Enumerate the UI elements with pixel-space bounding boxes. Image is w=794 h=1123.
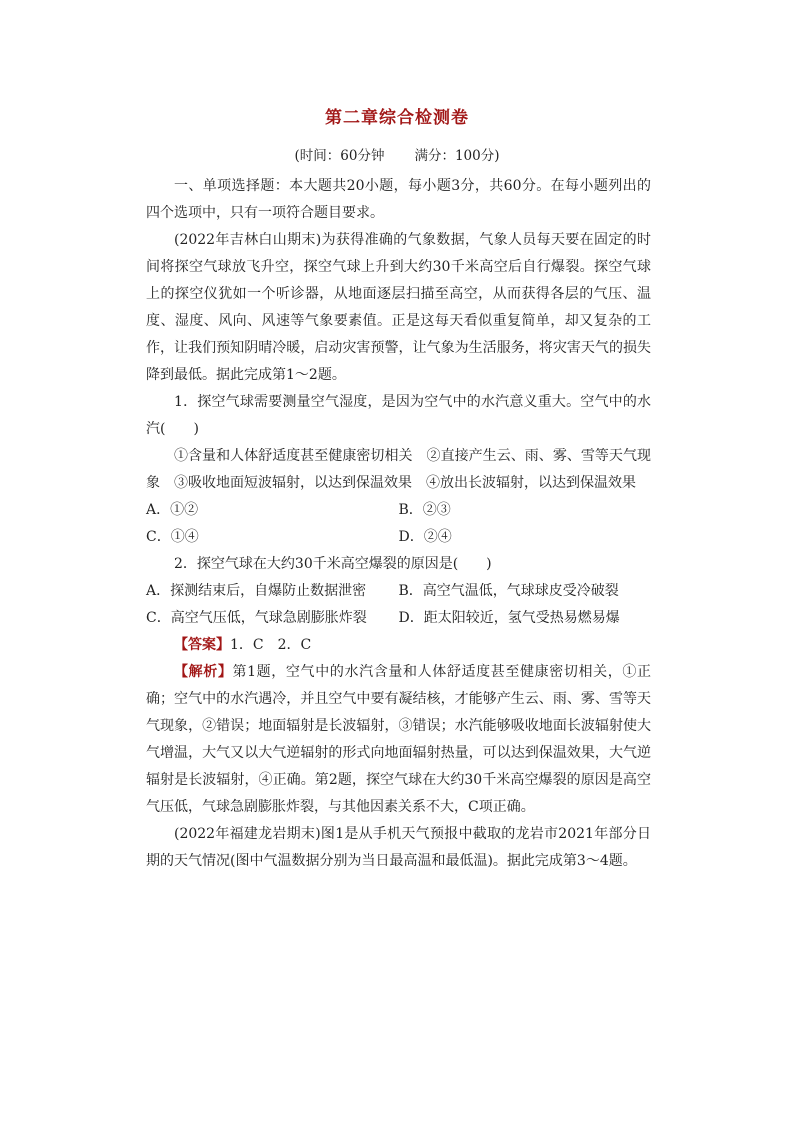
answer-text: 1．C 2．C (230, 637, 312, 653)
analysis-text: 第1题，空气中的水汽含量和人体舒适度甚至健康密切相关，①正确；空气中的水汽遇冷，并且空气中要有凝结核，才能够产生云、雨、雾、雪等天气现象，②错误；地面辐射是长波辐射，③错误；水汽能够吸收地面长波辐射使大气增温，大气又以大气逆辐射的形式向地面辐射热量，可以达到保温效果，大气逆辐射是长波辐射，④正确。第2题，探空气球在大约30千米高空爆裂的原因是高空气压低，气球急剧膨胀炸裂，与其他因素关系不大，C项正确。 (146, 664, 652, 815)
option-c: C．高空气压低，气球急剧膨胀炸裂 (146, 610, 367, 626)
question-1-options-row-2 (146, 524, 651, 551)
question-2-options-row-2 (146, 605, 651, 632)
exam-info (0, 144, 794, 164)
question-2-options-row-1 (146, 578, 651, 605)
analysis-label: 【解析】 (174, 664, 233, 680)
option-b: B．高空气温低，气球球皮受冷破裂 (398, 583, 619, 599)
page-title: 第二章综合检测卷 (325, 108, 469, 128)
option-b: B．②③ (398, 502, 451, 518)
question-1-options-row-1 (146, 497, 651, 524)
exam-time: (时间：60分钟 (294, 148, 385, 164)
passage-1: (2022年吉林白山期末)为获得准确的气象数据，气象人员每天要在固定的时间将探空气球放飞升空，探空气球上升到大约30千米高空后自行爆裂。探空气球上的探空仪犹如一个听诊器，从地面逐层扫描至高空，从而获得各层的气压、温度、湿度、风向、风速等气象要素值。正是这每天看似重复简单，却又复杂的工作，让我们预知阴晴冷暖，启动灾害预警，让气象为生活服务，将灾害天气的损失降到最低。据此完成第1～2题。 (146, 232, 651, 383)
answer (146, 632, 651, 659)
exam-score: 满分：100分) (414, 148, 500, 164)
passage-2: (2022年福建龙岩期末)图1是从手机天气预报中截取的龙岩市2021年部分日期的天气情况(图中气温数据分别为当日最高温和最低温)。据此完成第3～4题。 (146, 826, 651, 869)
question-2-stem: 2．探空气球在大约30千米高空爆裂的原因是( ) (174, 556, 492, 572)
option-a: A．探测结束后，自爆防止数据泄密 (146, 583, 367, 599)
analysis (146, 659, 651, 821)
option-a: A．①② (146, 502, 199, 518)
option-d: D．距太阳较近，氢气受热易燃易爆 (398, 610, 620, 626)
section-heading: 一、单项选择题：本大题共20小题，每小题3分，共60分。在每小题列出的四个选项中，只有一项符合题目要求。 (146, 178, 651, 221)
question-1-stem: 1．探空气球需要测量空气湿度，是因为空气中的水汽意义重大。空气中的水汽( ) (146, 394, 651, 437)
option-d: D．②④ (398, 529, 452, 545)
question-1-statements: ①含量和人体舒适度甚至健康密切相关 ②直接产生云、雨、雾、雪等天气现象 ③吸收地面短波辐射，以达到保温效果 ④放出长波辐射，以达到保温效果 (146, 448, 651, 491)
content (146, 173, 651, 875)
option-c: C．①④ (146, 529, 199, 545)
answer-label: 【答案】 (174, 637, 230, 653)
